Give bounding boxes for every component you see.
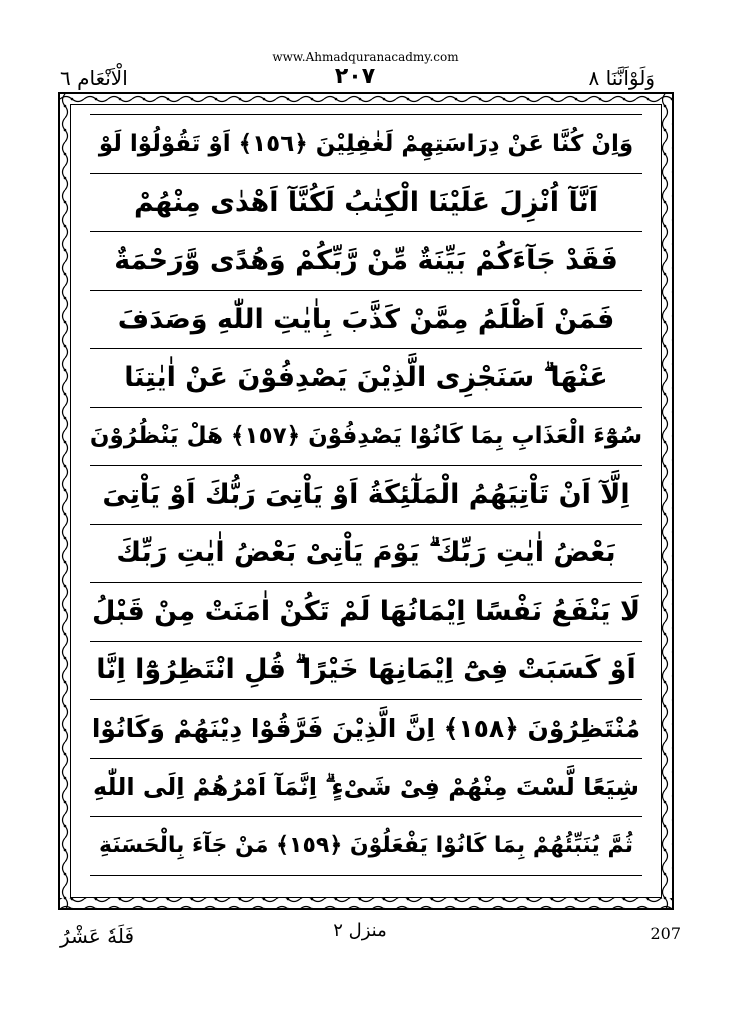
verse-line: شِيَعًا لَّسْتَ مِنْهُمْ فِىْ شَىْءٍ ۗ اِنَّمَآ اَمْرُهُمْ اِلَى اللّٰهِ (90, 759, 642, 818)
verse-line: سُوْٓءَ الْعَذَابِ بِمَا كَانُوْا يَصْدِفُوْنَ ﴿١٥٧﴾ هَلْ يَنْظُرُوْنَ (90, 408, 642, 467)
verse-line: ثُمَّ يُنَبِّئُهُمْ بِمَا كَانُوْا يَفْعَلُوْنَ ﴿١٥٩﴾ مَنْ جَآءَ بِالْحَسَنَةِ (90, 817, 642, 876)
verse-line: فَقَدْ جَآءَكُمْ بَيِّنَةٌ مِّنْ رَّبِّكُمْ وَهُدًى وَّرَحْمَةٌ (90, 232, 642, 291)
verse-line: عَنْهَا ۗ سَنَجْزِى الَّذِيْنَ يَصْدِفُوْنَ عَنْ اٰيٰتِنَا (90, 349, 642, 408)
verse-block (90, 114, 642, 890)
page-number-arabic: ٢٠٧ (334, 64, 376, 89)
site-url: www.Ahmadquranacadmy.com (272, 50, 459, 64)
page-number: 207 (650, 924, 681, 943)
verse-line: فَمَنْ اَظْلَمُ مِمَّنْ كَذَّبَ بِاٰيٰتِ اللّٰهِ وَصَدَفَ (90, 291, 642, 350)
verse-line: مُنْتَظِرُوْنَ ﴿١٥٨﴾ اِنَّ الَّذِيْنَ فَرَّقُوْا دِيْنَهُمْ وَكَانُوْا (90, 700, 642, 759)
catchword: فَلَهٗ عَشْرُ (60, 924, 135, 948)
manzil-label: منزل ٢ (333, 920, 387, 941)
verse-line: بَعْضُ اٰيٰتِ رَبِّكَ ۗ يَوْمَ يَاْتِىْ بَعْضُ اٰيٰتِ رَبِّكَ (90, 525, 642, 584)
verse-line: اِلَّآ اَنْ تَاْتِيَهُمُ الْمَلٰٓئِكَةُ اَوْ يَاْتِىَ رَبُّكَ اَوْ يَاْتِىَ (90, 466, 642, 525)
verse-line: اَوْ كَسَبَتْ فِىْٓ اِيْمَانِهَا خَيْرًا ۗ قُلِ انْتَظِرُوْٓا اِنَّا (90, 642, 642, 701)
verse-line: لَا يَنْفَعُ نَفْسًا اِيْمَانُهَا لَمْ تَكُنْ اٰمَنَتْ مِنْ قَبْلُ (90, 583, 642, 642)
verse-line: اَنَّآ اُنْزِلَ عَلَيْنَا الْكِتٰبُ لَكُنَّآ اَهْدٰى مِنْهُمْ (90, 174, 642, 233)
surah-label: الْاَنْعَام ٦ (60, 66, 128, 90)
juz-label: وَلَوْاَنَّنَا ٨ (588, 66, 655, 90)
verse-line: وَاِنْ كُنَّا عَنْ دِرَاسَتِهِمْ لَغٰفِلِيْنَ ﴿١٥٦﴾ اَوْ تَقُوْلُوْا لَوْ (90, 115, 642, 174)
